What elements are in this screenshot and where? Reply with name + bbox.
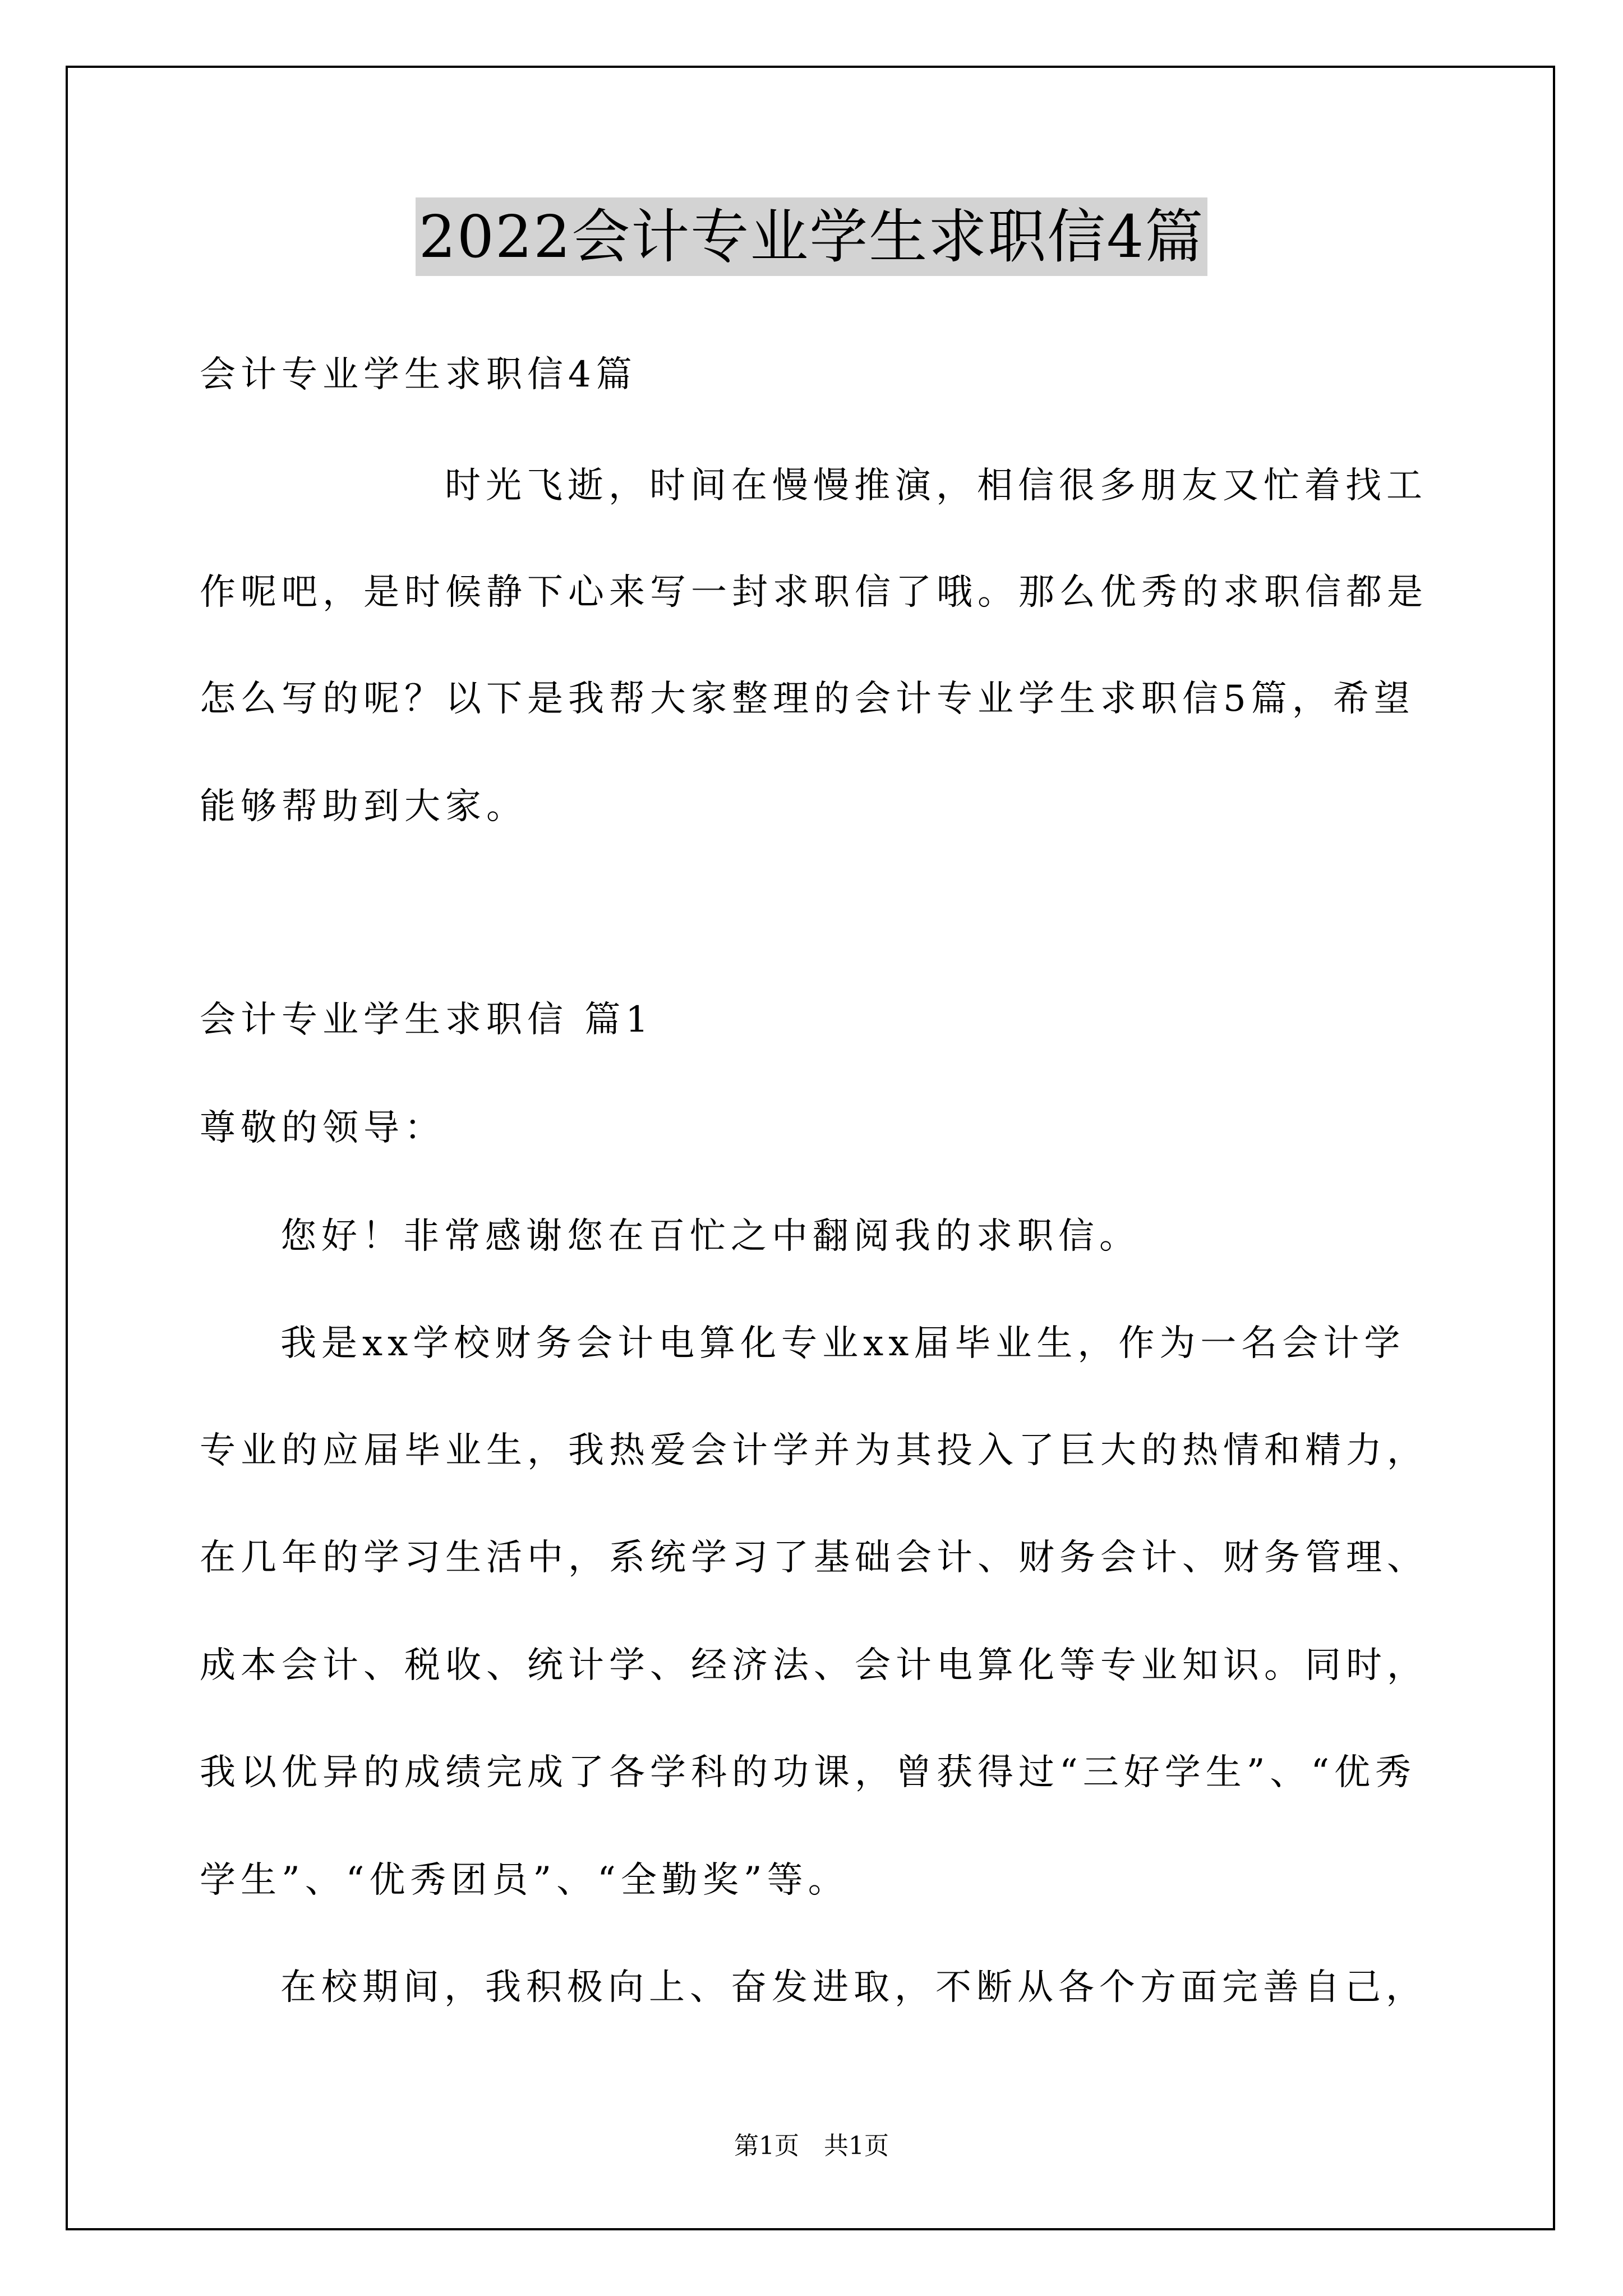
paragraph1-line-4: 成本会计、税收、统计学、经济法、会计电算化等专业知识。同时， bbox=[200, 1645, 1428, 1686]
paragraph1-line-2: 专业的应届毕业生，我热爱会计学并为其投入了巨大的热情和精力， bbox=[200, 1430, 1428, 1471]
document-subtitle: 会计专业学生求职信4篇 bbox=[200, 354, 637, 395]
greeting-line: 您好！非常感谢您在百忙之中翻阅我的求职信。 bbox=[280, 1216, 1140, 1257]
intro-line-2: 作呢吧，是时候静下心来写一封求职信了哦。那么优秀的求职信都是 bbox=[200, 572, 1428, 613]
paragraph1-line-1: 我是xx学校财务会计电算化专业xx届毕业生，作为一名会计学 bbox=[280, 1323, 1405, 1364]
intro-line-4: 能够帮助到大家。 bbox=[200, 786, 527, 827]
section-heading: 会计专业学生求职信 篇1 bbox=[200, 999, 654, 1041]
paragraph1-line-3: 在几年的学习生活中，系统学习了基础会计、财务会计、财务管理、 bbox=[200, 1537, 1428, 1579]
document-title: 2022会计专业学生求职信4篇 bbox=[416, 197, 1208, 276]
page-footer: 第1页 共1页 bbox=[734, 2132, 889, 2160]
paragraph1-line-6: 学生”、“优秀团员”、“全勤奖”等。 bbox=[200, 1860, 849, 1901]
salutation: 尊敬的领导： bbox=[200, 1107, 445, 1149]
intro-line-1: 时光飞逝，时间在慢慢推演，相信很多朋友又忙着找工 bbox=[445, 465, 1427, 507]
paragraph1-line-5: 我以优异的成绩完成了各学科的功课，曾获得过“三好学生”、“优秀 bbox=[200, 1752, 1417, 1793]
paragraph2-line-1: 在校期间，我积极向上、奋发进取，不断从各个方面完善自己， bbox=[280, 1967, 1427, 2008]
intro-line-3: 怎么写的呢？以下是我帮大家整理的会计专业学生求职信5篇，希望 bbox=[200, 678, 1415, 720]
title-container bbox=[0, 197, 1623, 276]
